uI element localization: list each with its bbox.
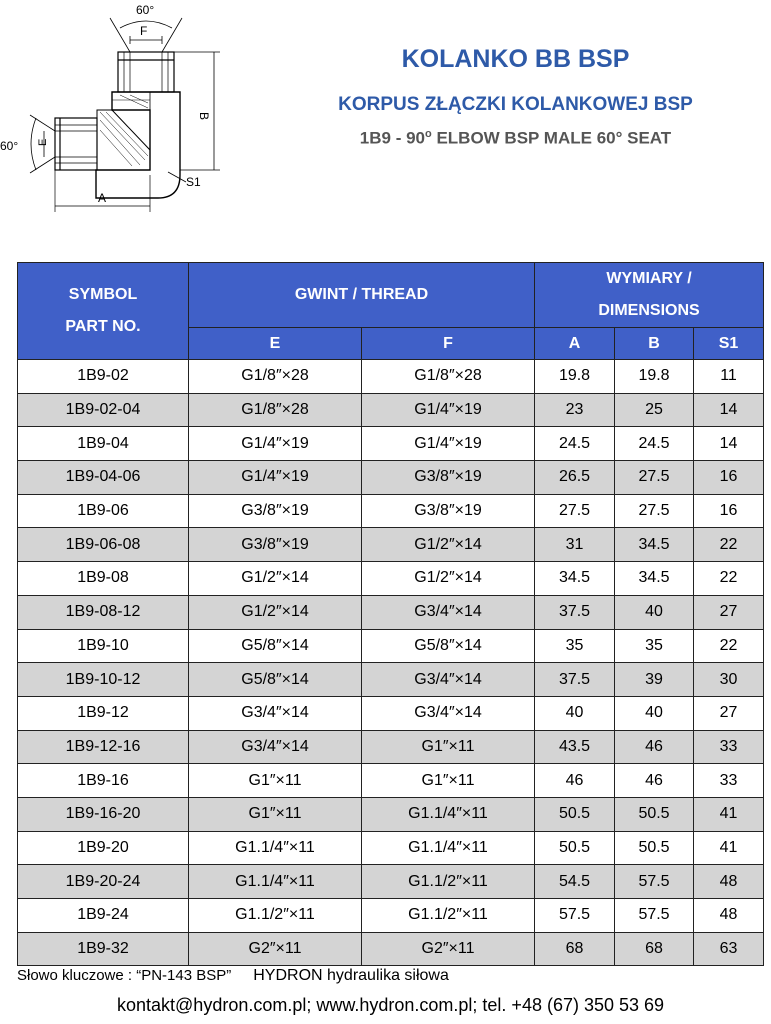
cell-dim-a: 40	[535, 696, 615, 730]
cell-thread-e: G1/8″×28	[189, 360, 362, 394]
cell-thread-e: G1″×11	[189, 764, 362, 798]
cell-thread-e: G5/8″×14	[189, 663, 362, 697]
cell-thread-f: G1″×11	[362, 730, 535, 764]
table-row	[18, 562, 764, 596]
cell-dim-s1: 16	[694, 494, 764, 528]
table-row	[18, 932, 764, 966]
cell-symbol: 1B9-32	[18, 932, 189, 966]
cell-dim-a: 68	[535, 932, 615, 966]
table-row	[18, 528, 764, 562]
cell-dim-a: 19.8	[535, 360, 615, 394]
diagram-angle-top: 60°	[136, 3, 155, 17]
cell-dim-s1: 48	[694, 899, 764, 933]
cell-thread-f: G1.1/2″×11	[362, 899, 535, 933]
header-symbol-line2: PART NO.	[65, 318, 141, 335]
diagram-angle-left: 60°	[0, 139, 19, 153]
cell-dim-b: 50.5	[615, 797, 694, 831]
cell-dim-s1: 14	[694, 393, 764, 427]
description-degree: o	[424, 128, 432, 140]
cell-symbol: 1B9-06-08	[18, 528, 189, 562]
cell-dim-b: 19.8	[615, 360, 694, 394]
header-col-f: F	[362, 328, 535, 360]
header-symbol	[18, 263, 189, 360]
diagram-label-s1: S1	[186, 175, 201, 189]
elbow-fitting-diagram	[0, 0, 250, 225]
cell-dim-s1: 48	[694, 865, 764, 899]
cell-dim-b: 57.5	[615, 899, 694, 933]
cell-thread-e: G1.1/4″×11	[189, 865, 362, 899]
cell-dim-b: 40	[615, 696, 694, 730]
cell-thread-e: G3/4″×14	[189, 730, 362, 764]
cell-thread-f: G5/8″×14	[362, 629, 535, 663]
header-dims-line2: DIMENSIONS	[598, 302, 700, 319]
cell-dim-a: 24.5	[535, 427, 615, 461]
cell-dim-s1: 30	[694, 663, 764, 697]
cell-dim-s1: 22	[694, 528, 764, 562]
page-title: KOLANKO BB BSP	[401, 45, 630, 73]
cell-dim-s1: 41	[694, 831, 764, 865]
cell-thread-f: G1.1/2″×11	[362, 865, 535, 899]
cell-dim-b: 27.5	[615, 494, 694, 528]
cell-dim-b: 57.5	[615, 865, 694, 899]
cell-thread-f: G1/8″×28	[362, 360, 535, 394]
cell-symbol: 1B9-02-04	[18, 393, 189, 427]
cell-dim-a: 43.5	[535, 730, 615, 764]
table-row	[18, 427, 764, 461]
diagram-label-f: F	[140, 24, 148, 38]
cell-symbol: 1B9-20	[18, 831, 189, 865]
cell-symbol: 1B9-08	[18, 562, 189, 596]
cell-symbol: 1B9-12-16	[18, 730, 189, 764]
cell-dim-s1: 27	[694, 696, 764, 730]
cell-symbol: 1B9-16-20	[18, 797, 189, 831]
footer-brand: HYDRON hydraulika siłowa	[253, 967, 449, 984]
cell-dim-s1: 11	[694, 360, 764, 394]
table-row	[18, 696, 764, 730]
cell-thread-f: G3/4″×14	[362, 663, 535, 697]
table-row	[18, 764, 764, 798]
cell-dim-s1: 33	[694, 730, 764, 764]
cell-dim-b: 46	[615, 730, 694, 764]
table-row	[18, 797, 764, 831]
page-subtitle: KORPUS ZŁĄCZKI KOLANKOWEJ BSP	[338, 94, 693, 115]
cell-symbol: 1B9-10-12	[18, 663, 189, 697]
cell-thread-f: G1.1/4″×11	[362, 797, 535, 831]
cell-dim-s1: 63	[694, 932, 764, 966]
header-dimensions	[535, 263, 764, 328]
cell-symbol: 1B9-08-12	[18, 595, 189, 629]
spec-table-body	[18, 360, 764, 966]
cell-thread-e: G1″×11	[189, 797, 362, 831]
cell-thread-e: G1/2″×14	[189, 595, 362, 629]
diagram-label-a: A	[98, 191, 107, 205]
header-thread: GWINT / THREAD	[189, 263, 535, 328]
header-symbol-line1: SYMBOL	[68, 286, 138, 303]
cell-dim-a: 37.5	[535, 663, 615, 697]
cell-thread-e: G1.1/4″×11	[189, 831, 362, 865]
cell-dim-s1: 22	[694, 629, 764, 663]
cell-thread-f: G3/8″×19	[362, 494, 535, 528]
cell-dim-a: 50.5	[535, 797, 615, 831]
cell-symbol: 1B9-04-06	[18, 461, 189, 495]
header-col-e: E	[189, 328, 362, 360]
footer-keyword-line	[17, 967, 449, 985]
cell-symbol: 1B9-20-24	[18, 865, 189, 899]
cell-thread-e: G3/8″×19	[189, 494, 362, 528]
cell-symbol: 1B9-16	[18, 764, 189, 798]
header-col-a: A	[535, 328, 615, 360]
cell-dim-b: 68	[615, 932, 694, 966]
header-col-s1: S1	[694, 328, 764, 360]
cell-thread-e: G5/8″×14	[189, 629, 362, 663]
cell-symbol: 1B9-12	[18, 696, 189, 730]
cell-dim-s1: 33	[694, 764, 764, 798]
diagram-label-e: E	[37, 138, 49, 146]
cell-thread-f: G3/4″×14	[362, 595, 535, 629]
table-row	[18, 461, 764, 495]
cell-dim-b: 34.5	[615, 562, 694, 596]
cell-dim-b: 24.5	[615, 427, 694, 461]
cell-symbol: 1B9-24	[18, 899, 189, 933]
description-prefix: 1B9 - 90	[359, 128, 425, 148]
spec-table	[17, 262, 764, 966]
footer-keyword: Słowo kluczowe : “PN-143 BSP”	[17, 967, 232, 984]
cell-dim-a: 34.5	[535, 562, 615, 596]
cell-dim-a: 46	[535, 764, 615, 798]
cell-dim-a: 57.5	[535, 899, 615, 933]
cell-dim-s1: 27	[694, 595, 764, 629]
cell-dim-a: 54.5	[535, 865, 615, 899]
cell-thread-f: G1/2″×14	[362, 562, 535, 596]
table-row	[18, 730, 764, 764]
cell-thread-f: G1.1/4″×11	[362, 831, 535, 865]
header-dims-line1: WYMIARY /	[606, 270, 692, 287]
cell-symbol: 1B9-02	[18, 360, 189, 394]
cell-dim-a: 50.5	[535, 831, 615, 865]
footer-contact: kontakt@hydron.com.pl; www.hydron.com.pl; tel. +48 (67) 350 53 69	[117, 995, 665, 1015]
cell-symbol: 1B9-04	[18, 427, 189, 461]
table-row	[18, 393, 764, 427]
cell-thread-e: G1/2″×14	[189, 562, 362, 596]
cell-dim-b: 39	[615, 663, 694, 697]
table-row	[18, 360, 764, 394]
cell-dim-s1: 22	[694, 562, 764, 596]
cell-dim-a: 26.5	[535, 461, 615, 495]
cell-dim-b: 35	[615, 629, 694, 663]
cell-dim-a: 37.5	[535, 595, 615, 629]
page-description	[260, 128, 771, 149]
cell-dim-b: 34.5	[615, 528, 694, 562]
cell-thread-e: G3/4″×14	[189, 696, 362, 730]
cell-thread-f: G3/8″×19	[362, 461, 535, 495]
cell-dim-b: 46	[615, 764, 694, 798]
cell-thread-f: G1/2″×14	[362, 528, 535, 562]
table-row	[18, 831, 764, 865]
header-col-b: B	[615, 328, 694, 360]
diagram-label-b: B	[197, 112, 211, 121]
cell-thread-f: G2″×11	[362, 932, 535, 966]
cell-thread-e: G1/4″×19	[189, 461, 362, 495]
cell-thread-f: G1″×11	[362, 764, 535, 798]
cell-thread-f: G3/4″×14	[362, 696, 535, 730]
cell-thread-f: G1/4″×19	[362, 427, 535, 461]
table-row	[18, 899, 764, 933]
cell-dim-a: 31	[535, 528, 615, 562]
description-suffix: ELBOW BSP MALE 60° SEAT	[431, 128, 672, 148]
cell-thread-e: G1/4″×19	[189, 427, 362, 461]
table-row	[18, 595, 764, 629]
cell-thread-f: G1/4″×19	[362, 393, 535, 427]
cell-dim-a: 27.5	[535, 494, 615, 528]
cell-dim-s1: 41	[694, 797, 764, 831]
cell-thread-e: G3/8″×19	[189, 528, 362, 562]
cell-dim-a: 23	[535, 393, 615, 427]
cell-dim-s1: 16	[694, 461, 764, 495]
cell-dim-s1: 14	[694, 427, 764, 461]
cell-symbol: 1B9-10	[18, 629, 189, 663]
cell-dim-b: 27.5	[615, 461, 694, 495]
cell-dim-b: 50.5	[615, 831, 694, 865]
cell-dim-a: 35	[535, 629, 615, 663]
cell-dim-b: 40	[615, 595, 694, 629]
cell-symbol: 1B9-06	[18, 494, 189, 528]
table-row	[18, 494, 764, 528]
cell-thread-e: G1/8″×28	[189, 393, 362, 427]
cell-dim-b: 25	[615, 393, 694, 427]
table-row	[18, 865, 764, 899]
cell-thread-e: G1.1/2″×11	[189, 899, 362, 933]
cell-thread-e: G2″×11	[189, 932, 362, 966]
table-row	[18, 663, 764, 697]
table-row	[18, 629, 764, 663]
